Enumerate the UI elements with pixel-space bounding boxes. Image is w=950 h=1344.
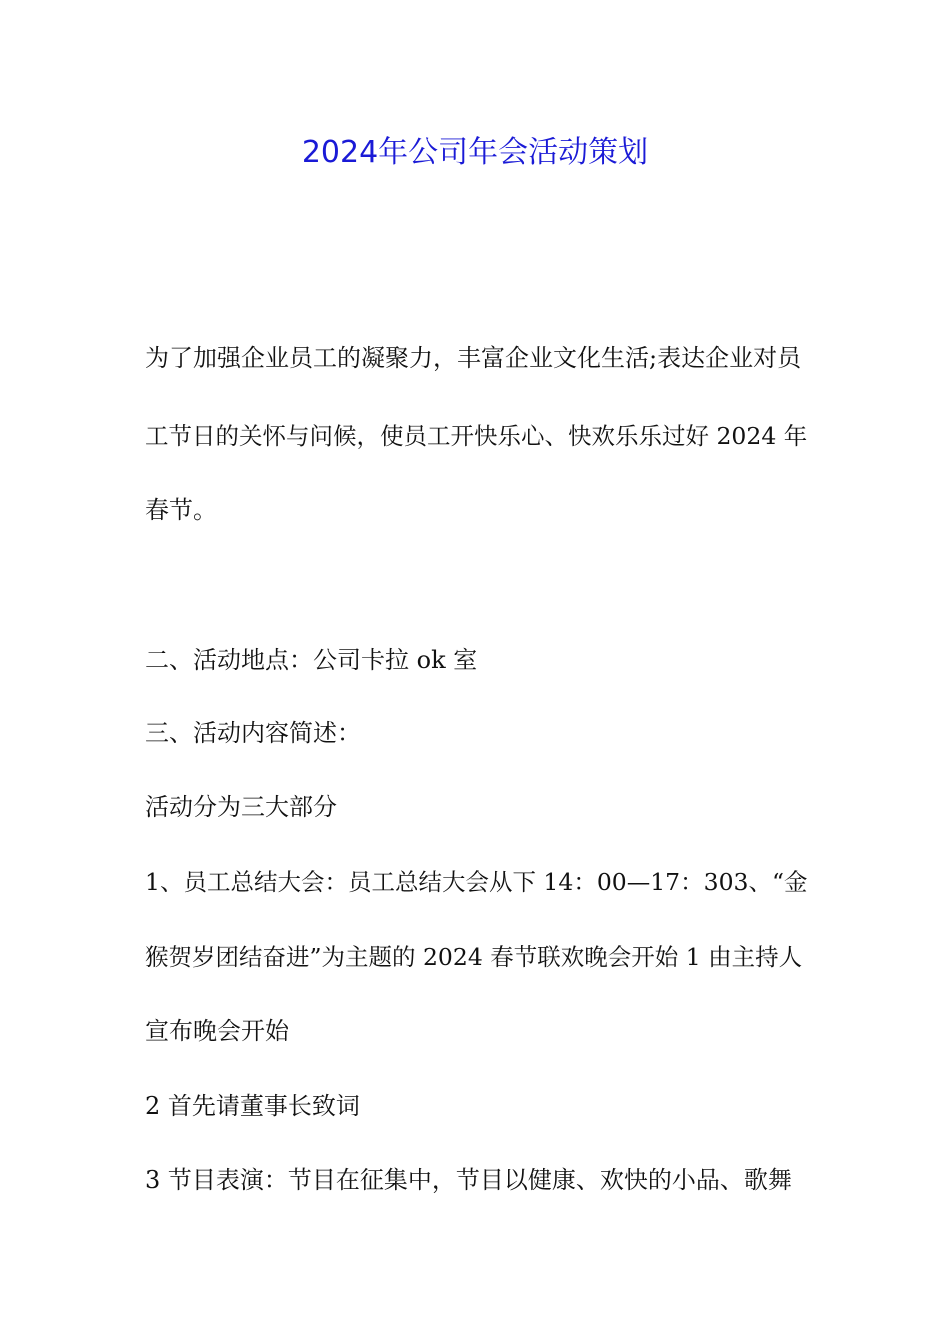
item-1-line-1: 1、员工总结大会：员工总结大会从下 14：00—17：303、“金 [145,868,808,896]
item-1-line-2: 猴贺岁团结奋进”为主题的 2024 春节联欢晚会开始 1 由主持人 [145,943,803,971]
document-title: 2024年公司年会活动策划 [301,135,649,170]
item-3: 3 节目表演：节目在征集中，节目以健康、欢快的小品、歌舞 [145,1166,792,1194]
intro-line-2: 工节日的关怀与问候，使员工开快乐心、快欢乐乐过好 2024 年 [145,422,808,450]
section-content-heading: 三、活动内容简述： [145,719,361,747]
section-location: 二、活动地点：公司卡拉 ok 室 [145,646,478,674]
item-1-line-3: 宣布晚会开始 [145,1017,289,1045]
intro-line-3: 春节。 [145,496,217,524]
content-summary: 活动分为三大部分 [145,793,337,821]
intro-line-1: 为了加强企业员工的凝聚力，丰富企业文化生活;表达企业对员 [145,344,802,372]
item-2: 2 首先请董事长致词 [145,1092,360,1120]
